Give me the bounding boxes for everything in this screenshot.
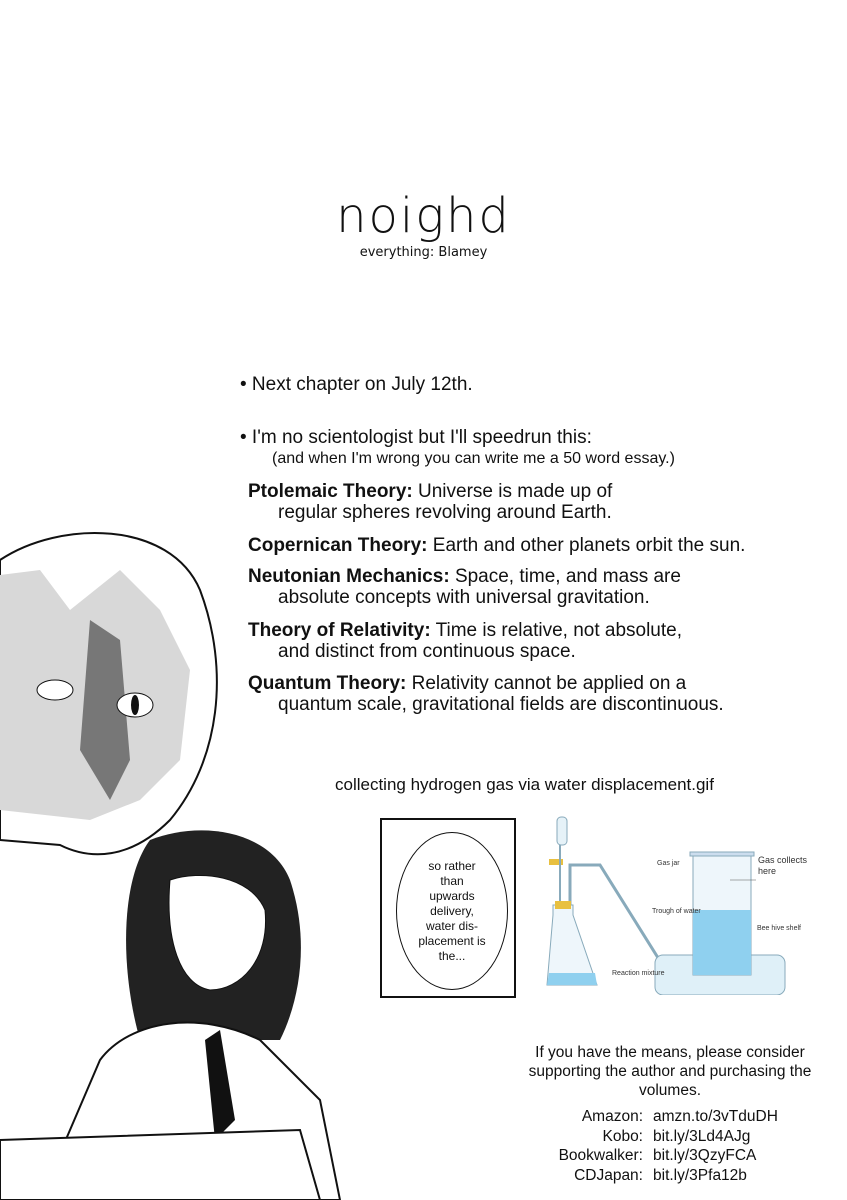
girl-character xyxy=(0,830,340,1200)
credit-line: everything: Blamey xyxy=(359,245,488,260)
theory-text: Time is relative, not absolute, xyxy=(435,620,682,641)
note-speedrun: • I'm no scientologist but I'll speedrun this: xyxy=(240,427,592,448)
store-link-bookwalker[interactable] xyxy=(520,1146,778,1166)
theory-text: quantum scale, gravitational fields are discontinuous. xyxy=(278,694,724,715)
label-trough: Trough of water xyxy=(652,908,701,915)
theory-name: Copernican Theory: xyxy=(248,535,428,556)
page-title: noighd xyxy=(336,188,511,244)
store-url[interactable]: bit.ly/3Ld4AJg xyxy=(653,1127,751,1145)
speech-bubble xyxy=(396,832,508,990)
theory-text: Earth and other planets orbit the sun. xyxy=(432,535,746,556)
theory-name: Neutonian Mechanics: xyxy=(248,566,450,587)
store-link-kobo[interactable] xyxy=(520,1127,778,1147)
store-name: CDJapan: xyxy=(574,1166,643,1184)
theory-text: Space, time, and mass are xyxy=(454,566,681,587)
figure-caption: collecting hydrogen gas via water displacement.gif xyxy=(335,775,714,794)
theory-text: absolute concepts with universal gravitation. xyxy=(278,587,650,608)
speech-text: so rather than upwards delivery, water dis-placement is the... xyxy=(418,858,486,963)
theory-name: Quantum Theory: xyxy=(248,673,407,694)
store-link-cdjapan[interactable] xyxy=(520,1166,778,1186)
theory-text: and distinct from continuous space. xyxy=(278,641,576,662)
note-speedrun-sub: (and when I'm wrong you can write me a 50 word essay.) xyxy=(272,450,675,467)
store-link-amazon[interactable] xyxy=(520,1107,778,1127)
store-url[interactable]: amzn.to/3vTduDH xyxy=(653,1108,778,1125)
label-gas-collects: Gas collects here xyxy=(758,855,808,876)
manga-illustration xyxy=(0,500,380,1200)
label-reaction: Reaction mixture xyxy=(612,970,665,977)
theory-text: Universe is made up of xyxy=(418,481,613,502)
water-displacement-diagram xyxy=(535,815,805,995)
manga-panel xyxy=(380,818,516,998)
store-name: Kobo: xyxy=(602,1127,643,1145)
theory-name: Ptolemaic Theory: xyxy=(248,481,413,502)
note-next-chapter: • Next chapter on July 12th. xyxy=(240,374,473,395)
store-name: Amazon: xyxy=(581,1108,643,1125)
store-name: Bookwalker: xyxy=(558,1147,643,1164)
store-url[interactable]: bit.ly/3QzyFCA xyxy=(653,1147,757,1164)
theory-name: Theory of Relativity: xyxy=(248,620,431,641)
store-url[interactable]: bit.ly/3Pfa12b xyxy=(653,1166,747,1184)
label-shelf: Bee hive shelf xyxy=(757,925,801,932)
support-message: If you have the means, please consider supporting the author and purchasing the volumes. xyxy=(528,1044,812,1099)
store-links xyxy=(520,1107,778,1185)
theory-text: regular spheres revolving around Earth. xyxy=(278,502,612,523)
label-gas-jar: Gas jar xyxy=(657,860,680,867)
theory-text: Relativity cannot be applied on a xyxy=(411,673,687,694)
